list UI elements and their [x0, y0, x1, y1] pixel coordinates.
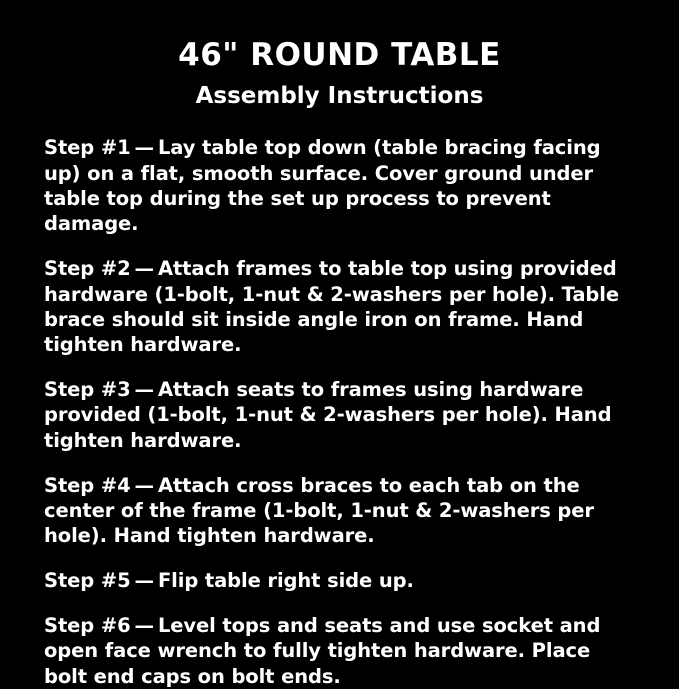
- step-dash: —: [134, 614, 154, 638]
- step-item: [44, 473, 635, 549]
- step-text: Lay table top down (table bracing facing up) on a flat, smooth surface. Cover ground under table top during the set up process to prevent damage.: [44, 136, 601, 236]
- step-item: [44, 256, 635, 357]
- step-dash: —: [134, 378, 154, 402]
- step-label: Step #2: [44, 257, 131, 281]
- step-label: Step #6: [44, 614, 131, 638]
- step-text: Attach cross braces to each tab on the center of the frame (1-bolt, 1-nut & 2-washers per hole). Hand tighten hardware.: [44, 473, 594, 548]
- step-label: Step #5: [44, 569, 131, 593]
- step-label: Step #1: [44, 136, 131, 160]
- step-label: Step #4: [44, 473, 131, 497]
- step-dash: —: [134, 136, 154, 160]
- step-dash: —: [134, 569, 154, 593]
- step-item: [44, 377, 635, 453]
- steps-list: [44, 135, 635, 689]
- step-text: Level tops and seats and use socket and open face wrench to fully tighten hardware. Place bolt end caps on bolt ends.: [44, 614, 601, 688]
- step-dash: —: [134, 473, 154, 497]
- step-text: Attach seats to frames using hardware provided (1-bolt, 1-nut & 2-washers per hole). Hand tighten hardware.: [44, 378, 612, 452]
- step-text: Flip table right side up.: [157, 569, 414, 593]
- step-dash: —: [134, 257, 154, 281]
- step-item: [44, 613, 635, 689]
- step-item: [44, 135, 635, 236]
- step-item: [44, 568, 635, 593]
- step-text: Attach frames to table top using provided hardware (1-bolt, 1-nut & 2-washers per hole). Table brace should sit inside angle iron on frame. Hand tighten hardware.: [44, 257, 619, 357]
- page-subtitle: Assembly Instructions: [195, 83, 484, 110]
- page-title: 46" ROUND TABLE: [178, 37, 501, 73]
- step-label: Step #3: [44, 378, 131, 402]
